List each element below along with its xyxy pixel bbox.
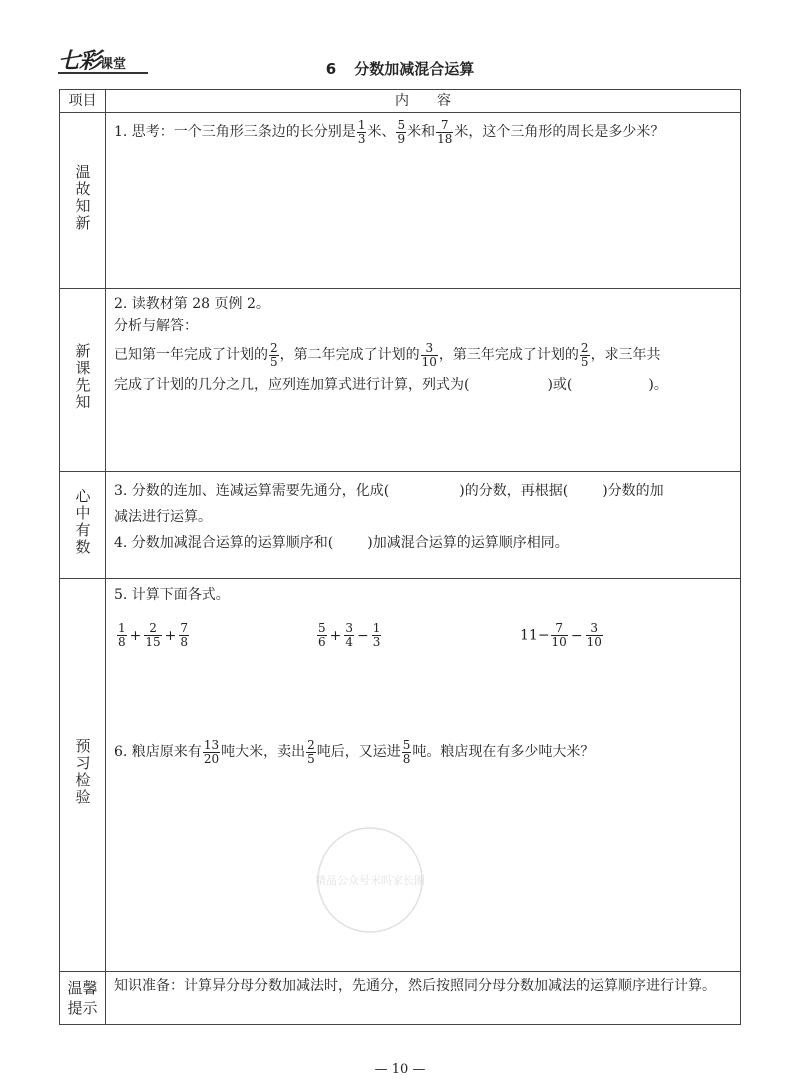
header-content: 内 容 xyxy=(106,90,741,113)
operator: − xyxy=(357,627,369,644)
expression-1 xyxy=(116,622,190,649)
operator: + xyxy=(329,627,342,644)
watermark-text: 精品公众号米吗家长圈 xyxy=(315,874,425,887)
row-tips xyxy=(60,972,741,1025)
fraction: $\frac{7}{18}$ xyxy=(437,117,453,146)
content-review xyxy=(106,113,741,289)
q3-text: )分数的加 xyxy=(602,483,664,499)
page-number: — 10 — xyxy=(374,1062,426,1077)
q4-text: )加减混合运算的运算顺序相同。 xyxy=(367,535,569,551)
q1-unit-1: 米、 xyxy=(367,124,396,140)
label-preview: 新课先知 xyxy=(60,289,106,472)
analysis-label: 分析与解答： xyxy=(114,318,198,334)
preview-text: ，第二年完成了计划的 xyxy=(279,347,420,363)
preview-text: ，求三年共 xyxy=(590,347,661,363)
fraction: $\frac{7}{8}$ xyxy=(180,621,189,649)
fraction: $\frac{3}{10}$ xyxy=(421,340,437,369)
table-header-row xyxy=(60,90,741,113)
q1-unit-2: 米和 xyxy=(407,124,436,140)
lesson-title: 分数加减混合运算 xyxy=(354,60,475,78)
q6-text: 6. 粮店原来有 xyxy=(114,744,202,760)
fraction: $\frac{2}{5}$ xyxy=(270,340,278,369)
fraction: $\frac{3}{4}$ xyxy=(345,621,354,649)
fraction: $\frac{2}{5}$ xyxy=(307,737,315,766)
fraction: $\frac{2}{15}$ xyxy=(145,621,161,649)
label-tips: 温馨提示 xyxy=(60,972,106,1025)
fraction: $\frac{7}{10}$ xyxy=(551,621,567,649)
logo-sub-text: 课堂 xyxy=(100,57,127,72)
fraction: $\frac{3}{10}$ xyxy=(586,621,602,649)
expression-2 xyxy=(316,622,382,649)
q2-text: 2. 读教材第 28 页例 2。 xyxy=(114,296,270,312)
row-mind xyxy=(60,472,741,579)
q1-text: 1. 思考：一个三角形三条边的长分别是 xyxy=(114,124,356,140)
fraction: $\frac{1}{3}$ xyxy=(372,621,381,649)
watermark-stamp xyxy=(310,820,430,940)
row-review xyxy=(60,113,741,289)
preview-text: )。 xyxy=(648,377,668,393)
fraction: $\frac{5}{8}$ xyxy=(402,737,411,766)
fraction: $\frac{1}{3}$ xyxy=(357,117,366,146)
q5-text: 5. 计算下面各式。 xyxy=(114,587,230,603)
q6-text: 吨后，又运进 xyxy=(316,744,401,760)
label-mind: 心中有数 xyxy=(60,472,106,579)
q6-text: 吨。粮店现在有多少吨大米？ xyxy=(412,744,595,760)
fraction: $\frac{1}{8}$ xyxy=(118,621,126,649)
preview-text: ，第三年完成了计划的 xyxy=(438,347,579,363)
preview-text: 已知第一年完成了计划的 xyxy=(114,347,268,363)
q3-text: 3. 分数的连加、连减运算需要先通分，化成( xyxy=(114,483,390,499)
row-preview xyxy=(60,289,741,472)
q3-text: 减法进行运算。 xyxy=(114,509,212,525)
header-item: 项目 xyxy=(60,90,106,113)
page-title xyxy=(0,58,800,79)
q4-text: 4. 分数加减混合运算的运算顺序和( xyxy=(114,535,334,551)
fraction: $\frac{13}{20}$ xyxy=(203,737,220,766)
expression-3 xyxy=(520,622,604,649)
operator: + xyxy=(164,627,177,644)
preview-text: 完成了计划的几分之几，应列连加算式进行计算，列式为( xyxy=(114,377,470,393)
fraction: $\frac{5}{6}$ xyxy=(318,621,326,649)
label-review: 温故知新 xyxy=(60,113,106,289)
content-mind xyxy=(106,472,741,579)
content-preview xyxy=(106,289,741,472)
q6-text: 吨大米，卖出 xyxy=(221,744,306,760)
preview-text: )或( xyxy=(547,377,573,393)
q1-question: 米，这个三角形的周长是多少米？ xyxy=(454,124,665,140)
operator: + xyxy=(129,627,142,644)
fraction: $\frac{2}{5}$ xyxy=(580,340,589,369)
lesson-number: 6 xyxy=(325,60,337,78)
operator: − xyxy=(570,627,583,644)
q3-text: )的分数，再根据( xyxy=(459,483,569,499)
logo-main-text: 七彩 xyxy=(58,48,101,74)
expression-lead: 11− xyxy=(520,627,550,644)
label-check: 预习检验 xyxy=(60,579,106,972)
fraction: $\frac{5}{9}$ xyxy=(397,117,406,146)
content-tips: 知识准备：计算异分母分数加减法时，先通分，然后按照同分母分数加减法的运算顺序进行计算。 xyxy=(106,972,741,1025)
